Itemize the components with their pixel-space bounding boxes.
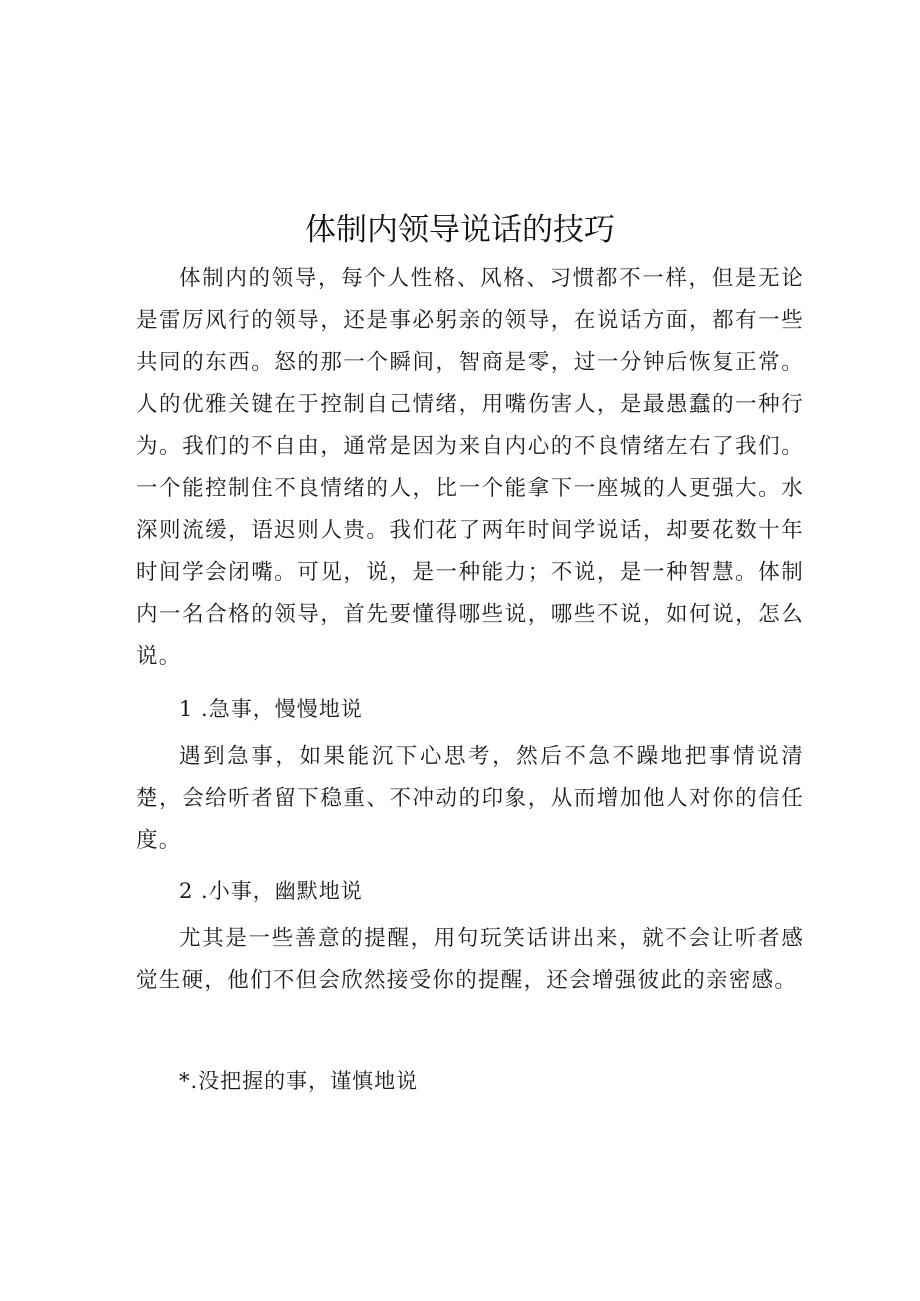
section-heading-1: 1 .急事，慢慢地说 bbox=[179, 697, 363, 721]
section-paragraph-1: 遇到急事，如果能沉下心思考，然后不急不躁地把事情说清楚，会给听者留下稳重、不冲动的印象，从而增加他人对你的信任度。 bbox=[136, 744, 804, 853]
section-paragraph-2: 尤其是一些善意的提醒，用句玩笑话讲出来，就不会让听者感觉生硬，他们不但会欣然接受你的提醒，还会增强彼此的亲密感。 bbox=[136, 926, 804, 993]
document-title: 体制内领导说话的技巧 bbox=[305, 212, 615, 248]
intro-paragraph: 体制内的领导，每个人性格、风格、习惯都不一样，但是无论是雷厉风行的领导，还是事必躬亲的领导，在说话方面，都有一些共同的东西。怒的那一个瞬间，智商是零，过一分钟后恢复正常。人的优雅关键在于控制自己情绪，用嘴伤害人，是最愚蠢的一种行为。我们的不自由，通常是因为来自内心的不良情绪左右了我们。一个能控制住不良情绪的人，比一个能拿下一座城的人更强大。水深则流缓，语迟则人贵。我们花了两年时间学说话，却要花数十年时间学会闭嘴。可见，说，是一种能力；不说，是一种智慧。体制内一名合格的领导，首先要懂得哪些说，哪些不说，如何说，怎么说。 bbox=[136, 266, 804, 669]
section-heading-3: *.没把握的事，谨慎地说 bbox=[179, 1069, 419, 1093]
section-heading-2: 2 .小事，幽默地说 bbox=[179, 879, 363, 903]
